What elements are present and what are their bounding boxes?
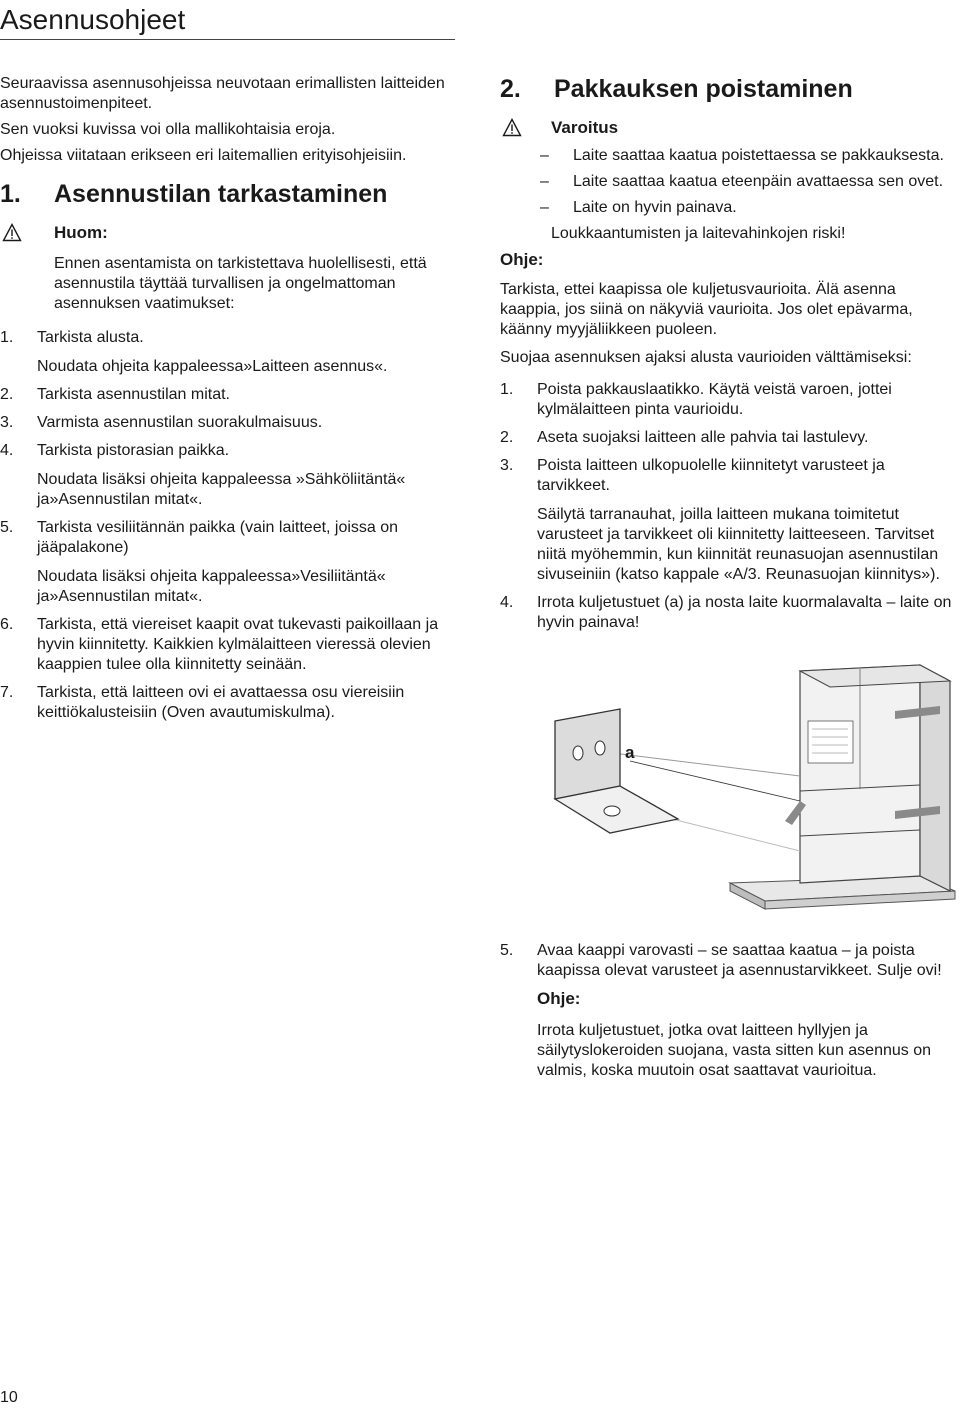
list-item: 4. Tarkista pistorasian paikka. Noudata lisäksi ohjeita kappaleessa »Sähköliitäntä« ja»Asennustilan mitat«. <box>0 442 406 508</box>
list-item: 3. Varmista asennustilan suorakulmaisuus. <box>0 414 323 431</box>
list-item: 5. Avaa kaappi varovasti – se saattaa kaatua – ja poista kaapissa olevat varusteet ja asennustarvikkeet. Sulje ovi! <box>500 942 942 979</box>
section-title: Pakkauksen poistaminen <box>554 75 853 103</box>
section-heading-2 <box>500 74 960 104</box>
list-item: 2. Aseta suojaksi laitteen alle pahvia tai lastulevy. <box>500 429 869 446</box>
section-heading-1 <box>0 179 458 209</box>
warning-triangle-icon <box>502 118 522 142</box>
warning-risk: Loukkaantumisten ja laitevahinkojen riski! <box>551 225 846 242</box>
warning-list <box>500 146 960 218</box>
unpacking-illustration <box>500 651 960 921</box>
warning-label: Varoitus <box>551 118 619 137</box>
figure-label-a: a <box>625 743 635 762</box>
right-steps <box>500 380 960 633</box>
list-item: – Laite saattaa kaatua eteenpäin avattaessa sen ovet. <box>540 173 944 190</box>
note-text: Ennen asentamista on tarkistettava huolellisesti, että asennustila täyttää turvallisen ja ongelmattoman asennuksen vaatimukset: <box>54 255 427 312</box>
left-steps <box>0 328 458 723</box>
section-number: 2. <box>500 75 521 103</box>
right-column <box>500 74 960 1081</box>
list-item: 4. Irrota kuljetustuet (a) ja nosta laite kuormalavalta – laite on hyvin painava! <box>500 594 952 631</box>
note-paragraph: Tarkista, ettei kaapissa ole kuljetusvaurioita. Älä asenna kaappia, jos siinä on näkyviä vaurioita. Jos olet epävarma, käänny myyjäliikkeen puoleen. <box>500 281 913 338</box>
list-item: 1. Poista pakkauslaatikko. Käytä veistä varoen, jottei kylmälaitteen pinta vaurioidu. <box>500 381 892 418</box>
page-title: Asennusohjeet <box>0 4 186 35</box>
list-item: 5. Tarkista vesiliitännän paikka (vain laitteet, joissa on jääpalakone) Noudata lisäksi ohjeita kappaleessa»Vesiliitäntä« ja»Asennustilan mitat«. <box>0 519 399 605</box>
note-paragraph: Irrota kuljetustuet, jotka ovat laitteen hyllyjen ja säilytyslokeroiden suojana, vasta sitten kun asennus on valmis, koska muutoin osat saattavat vaurioitua. <box>537 1022 932 1079</box>
left-column <box>0 74 458 731</box>
section-title: Asennustilan tarkastaminen <box>54 180 388 208</box>
title-rule <box>0 39 455 40</box>
right-step-5 <box>500 941 960 981</box>
intro-paragraph: Sen vuoksi kuvissa voi olla mallikohtaisia eroja. <box>0 121 336 138</box>
warning-triangle-icon <box>2 223 22 247</box>
list-item: 1. Tarkista alusta. Noudata ohjeita kappaleessa»Laitteen asennus«. <box>0 329 388 375</box>
section-number: 1. <box>0 180 21 208</box>
warning-header <box>500 118 960 138</box>
list-item: 6. Tarkista, että viereiset kaapit ovat tukevasti paikoillaan ja hyvin kiinnitetty. Kaikkien kylmälaitteen vieressä olevien kaappien tulee olla kiinnitetty seinään. <box>0 616 439 673</box>
note-label: Huom: <box>54 223 108 242</box>
note-label: Ohje: <box>500 250 544 269</box>
list-item: – Laite saattaa kaatua poistettaessa se pakkauksesta. <box>540 147 944 164</box>
note-header <box>0 223 458 243</box>
list-item: 3. Poista laitteen ulkopuolelle kiinnitetyt varusteet ja tarvikkeet. Säilytä tarranauhat, joilla laitteen mukana toimitetut varusteet ja tarvikkeet oli kiinnitetty laitteeseen. Tarvitset niitä myöhemmin, kun kiinnität reunasuojan asennustilan sivuseiniin (katso kappale «A/3. Reunasuojan kiinnitys»). <box>500 457 940 583</box>
page-number: 10 <box>0 1389 18 1406</box>
appliance-on-pallet-illustration <box>500 651 960 921</box>
note-label: Ohje: <box>537 989 581 1008</box>
list-item: 7. Tarkista, että laitteen ovi ei avattaessa osu viereisiin keittiökalusteisiin (Oven avautumiskulma). <box>0 684 405 721</box>
list-item: – Laite on hyvin painava. <box>540 199 737 216</box>
intro-paragraph: Ohjeissa viitataan erikseen eri laitemallien erityisohjeisiin. <box>0 147 407 164</box>
list-item: 2. Tarkista asennustilan mitat. <box>0 386 230 403</box>
note-paragraph: Suojaa asennuksen ajaksi alusta vaurioiden välttämiseksi: <box>500 349 912 366</box>
intro-paragraph: Seuraavissa asennusohjeissa neuvotaan erimallisten laitteiden asennustoimenpiteet. <box>0 75 445 112</box>
intro <box>0 74 458 166</box>
